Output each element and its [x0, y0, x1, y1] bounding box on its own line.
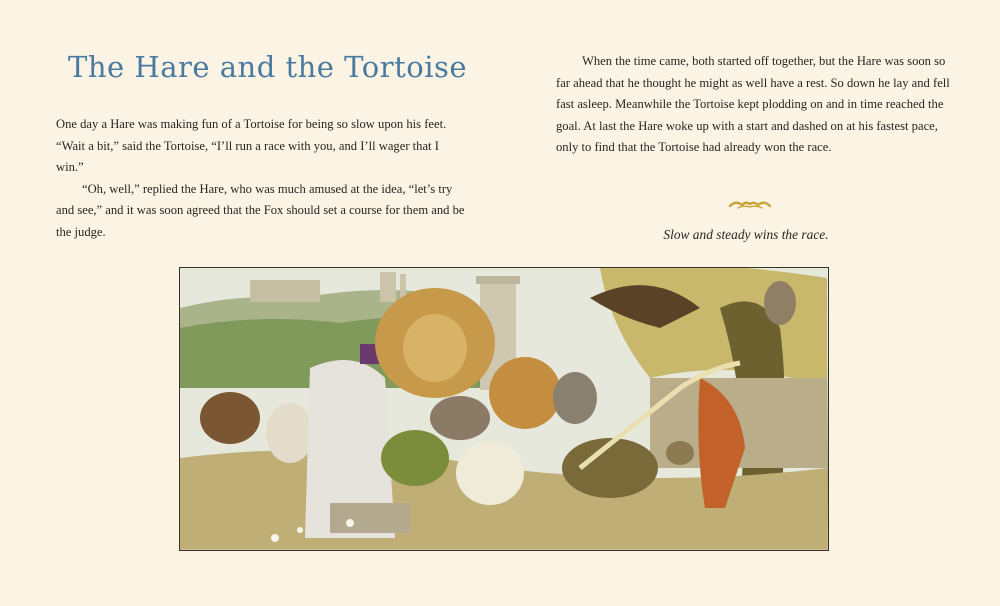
story-column-left [56, 114, 466, 244]
animal-parade-illustration [179, 267, 829, 551]
story-paragraph: When the time came, both started off together, but the Hare was soon so far ahead that he thought he might as well have a rest. So down he lay and fell fast asleep. Meanwhile the Tortoise kept plodding on and in time reached the goal. At last the Hare woke up with a start and dashed on at his fastest pace, only to find that the Tortoise had already won the race. [556, 54, 950, 155]
ornament-icon [728, 199, 772, 211]
story-column-right [556, 51, 956, 159]
page-title: The Hare and the Tortoise [68, 50, 468, 84]
story-paragraph: “Oh, well,” replied the Hare, who was much amused at the idea, “let’s try and see,” and it was soon agreed that the Fox should set a course for them and be the judge. [56, 181, 465, 239]
story-moral: Slow and steady wins the race. [663, 227, 829, 242]
story-paragraph: One day a Hare was making fun of a Tortoise for being so slow upon his feet. “Wait a bit,” said the Tortoise, “I’ll run a race with you, and I’ll wager that I win.” [56, 117, 447, 175]
